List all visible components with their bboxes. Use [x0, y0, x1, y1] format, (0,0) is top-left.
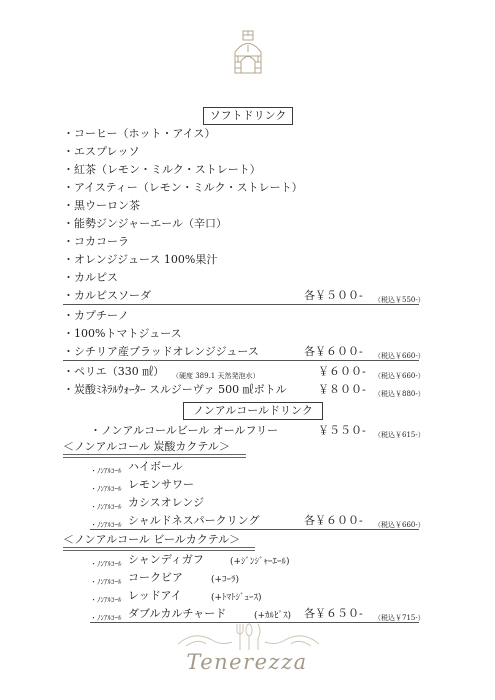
item-name: ・ペリエ（330 ㎖） [63, 365, 165, 378]
item-addition: (+ｶﾙﾋﾟｽ) [254, 611, 292, 621]
brand-logo: Tenerezza [186, 650, 308, 674]
tax-price: （税込￥550-） [374, 296, 425, 304]
divider [63, 304, 419, 305]
non-alcohol-section-title: ノンアルコールドリンク [183, 402, 323, 420]
price: ￥６００- [318, 365, 366, 378]
tax-price: （税込￥660-） [374, 372, 425, 380]
item-name: ダブルカルチャード [128, 607, 227, 620]
item-name: レモンサワー [128, 478, 194, 491]
item-prefix: ・ﾉﾝｱﾙｺｰﾙ [90, 467, 122, 475]
item-name: ・ノンアルコールビール オールフリー [90, 424, 279, 437]
divider [90, 529, 419, 530]
double-underline [63, 454, 246, 458]
subsection-title: ＜ノンアルコール 炭酸カクテル＞ [63, 440, 230, 453]
item-name: ・エスプレッソ [63, 145, 140, 158]
item-name: ・カルピス [63, 271, 118, 284]
subsection-title: ＜ノンアルコール ビールカクテル＞ [63, 533, 241, 546]
price: ￥５５０- [318, 424, 366, 437]
divider [63, 360, 419, 361]
pizza-oven-icon [233, 30, 263, 74]
item-name: シャンディガフ [128, 553, 204, 566]
item-prefix: ・ﾉﾝｱﾙｺｰﾙ [90, 614, 122, 622]
tax-price: （税込￥880-） [374, 390, 425, 398]
item-name: レッドアイ [128, 589, 182, 602]
tax-price: （税込￥660-） [374, 521, 425, 529]
price: 各￥６００- [304, 345, 363, 358]
price: 各￥６５０- [304, 607, 363, 620]
item-name: ・カプチーノ [63, 309, 129, 322]
item-prefix: ・ﾉﾝｱﾙｺｰﾙ [90, 560, 122, 568]
item-prefix: ・ﾉﾝｱﾙｺｰﾙ [90, 521, 122, 529]
item-prefix: ・ﾉﾝｱﾙｺｰﾙ [90, 596, 122, 604]
item-name: ・カルピスソーダ [63, 289, 151, 302]
item-note: （硬度 389.1 天然発泡水） [172, 372, 260, 380]
item-addition: (+ｼﾞﾝｼﾞｬｰｴｰﾙ) [230, 557, 290, 567]
item-name: ・コカコーラ [63, 235, 129, 248]
price: ￥８００- [318, 383, 366, 396]
item-addition: (+ﾄﾏﾄｼﾞｭｰｽ) [211, 593, 262, 603]
item-name: ハイボール [128, 460, 183, 473]
price: 各￥６００- [304, 514, 363, 527]
item-name: カシスオレンジ [128, 496, 205, 509]
tax-price: （税込￥615-） [374, 431, 425, 439]
item-prefix: ・ﾉﾝｱﾙｺｰﾙ [90, 485, 122, 493]
double-underline [63, 547, 255, 551]
tax-price: （税込￥660-） [374, 352, 425, 360]
item-name: ・100%トマトジュース [63, 327, 182, 340]
item-name: ・オレンジジュース 100%果汁 [63, 253, 218, 266]
item-name: ・コーヒー（ホット・アイス） [63, 127, 216, 140]
price: 各￥５００- [304, 289, 363, 302]
item-name: コークビア [128, 571, 183, 584]
item-name: ・能勢ジンジャーエール（辛口） [63, 217, 228, 230]
item-name: ・紅茶（レモン・ミルク・ストレート） [63, 163, 261, 176]
item-name: シャルドネスパークリング [128, 514, 260, 527]
item-name: ・シチリア産ブラッドオレンジジュース [63, 345, 259, 358]
item-prefix: ・ﾉﾝｱﾙｺｰﾙ [90, 503, 122, 511]
soft-drink-section-title: ソフトドリンク [203, 107, 293, 125]
item-name: ・黒ウーロン茶 [63, 199, 140, 212]
item-name: ・炭酸ﾐﾈﾗﾙｳｫｰﾀｰ スルジーヴァ 500 ㎖ボトル [63, 383, 287, 396]
item-prefix: ・ﾉﾝｱﾙｺｰﾙ [90, 578, 122, 586]
tax-price: （税込￥715-） [374, 614, 425, 622]
item-name: ・アイスティー（レモン・ミルク・ストレート） [63, 181, 303, 194]
item-addition: (+ｺｰﾗ) [211, 575, 240, 585]
